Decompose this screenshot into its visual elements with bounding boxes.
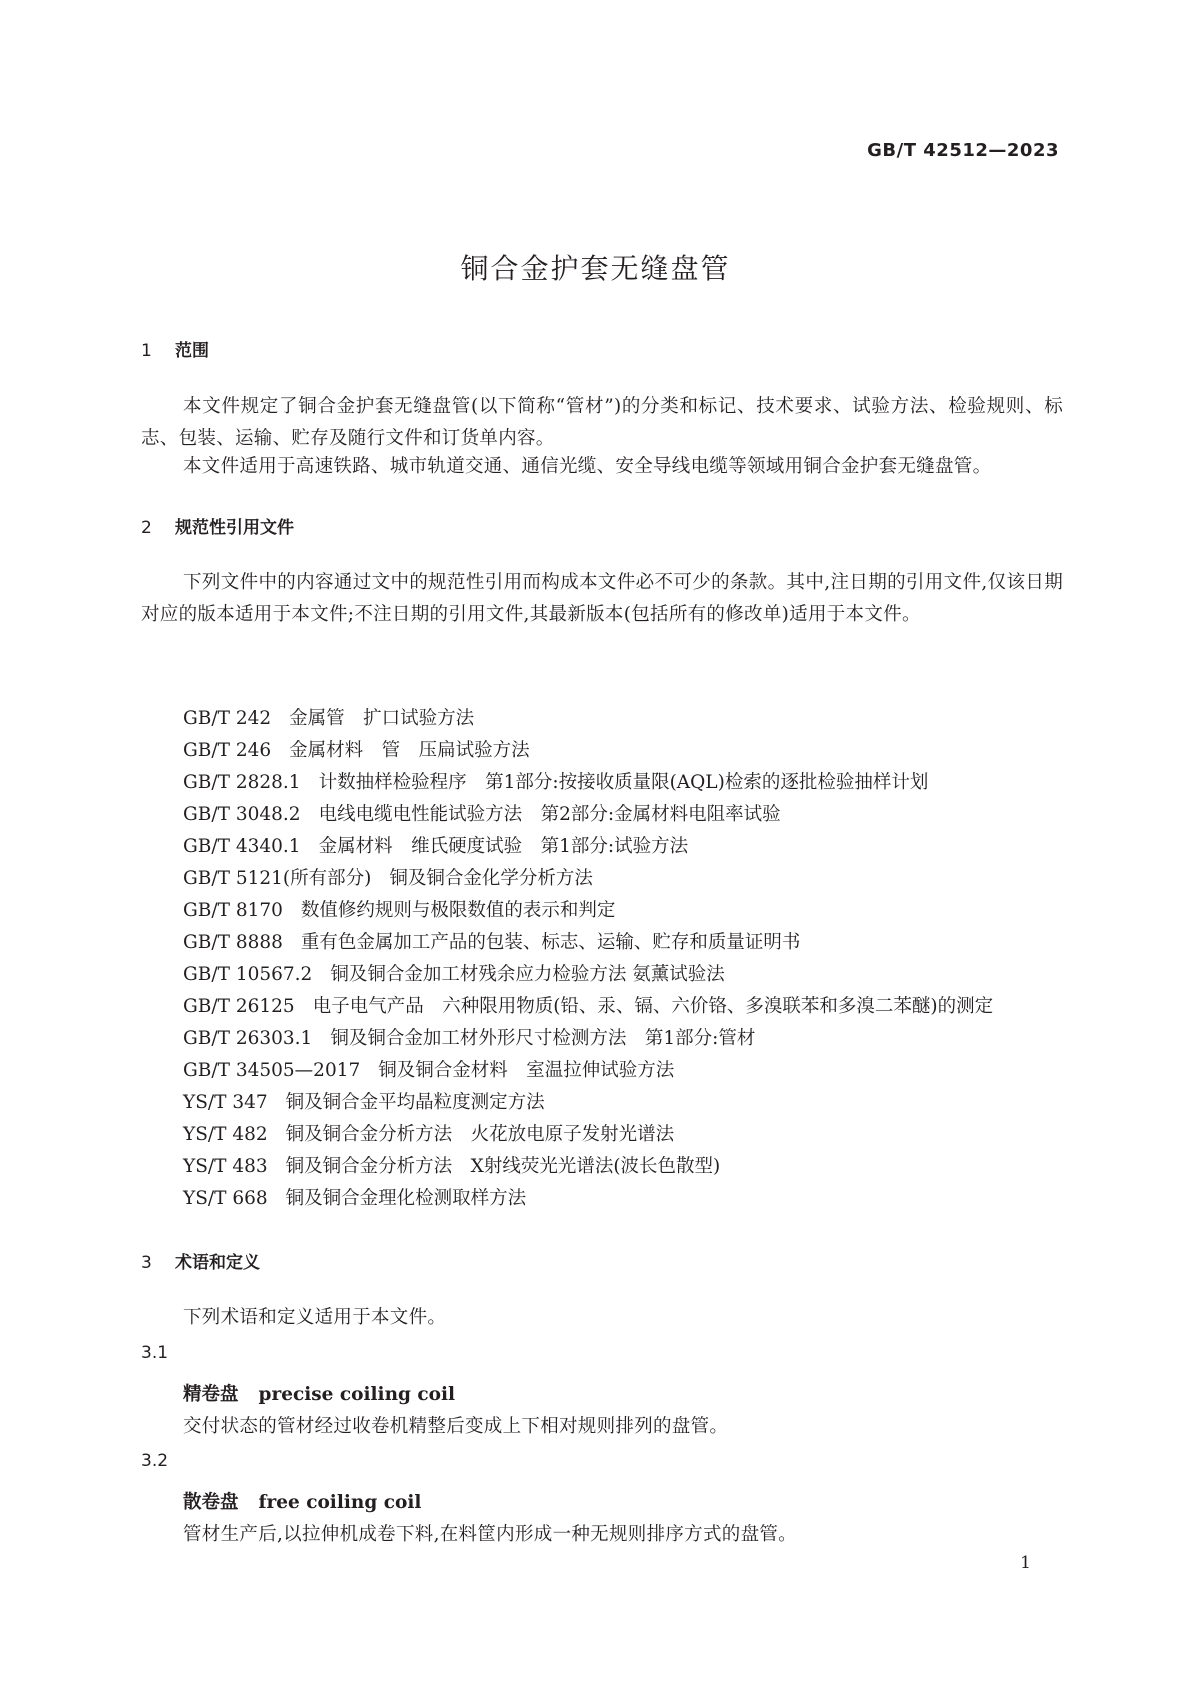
document-title: 铜合金护套无缝盘管: [460, 252, 731, 285]
section-1-paragraph-2: 本文件适用于高速铁路、城市轨道交通、通信光缆、安全导线电缆等领域用铜合金护套无缝盘管。: [183, 456, 992, 477]
reference-item: [183, 767, 993, 799]
reference-item: [183, 895, 993, 927]
term-number: 3.1: [141, 1343, 169, 1363]
reference-item: [183, 1087, 993, 1119]
section-3-heading: [141, 1248, 260, 1273]
reference-title: 金属材料 管 压扁试验方法: [289, 740, 530, 761]
reference-title: 铜及铜合金分析方法 火花放电原子发射光谱法: [285, 1124, 675, 1145]
reference-item: [183, 959, 993, 991]
reference-item: [183, 927, 993, 959]
section-3-number: 3: [141, 1253, 152, 1273]
reference-code: GB/T 8888: [183, 932, 283, 953]
reference-item: [183, 1119, 993, 1151]
reference-title: 铜及铜合金平均晶粒度测定方法: [285, 1092, 545, 1113]
reference-item: [183, 863, 993, 895]
term-chinese: 散卷盘: [183, 1492, 239, 1513]
reference-title: 电子电气产品 六种限用物质(铅、汞、镉、六价铬、多溴联苯和多溴二苯醚)的测定: [312, 996, 994, 1017]
reference-code: GB/T 5121(所有部分): [183, 868, 372, 889]
reference-code: GB/T 3048.2: [183, 804, 301, 825]
reference-item: [183, 1055, 993, 1087]
reference-item: [183, 1023, 993, 1055]
term-english: free coiling coil: [258, 1492, 422, 1513]
reference-item: [183, 1151, 993, 1183]
section-2-heading: [141, 513, 294, 538]
term-definition: 交付状态的管材经过收卷机精整后变成上下相对规则排列的盘管。: [183, 1416, 729, 1437]
section-1-paragraph-1: 本文件规定了铜合金护套无缝盘管(以下简称“管材”)的分类和标记、技术要求、试验方法、检验规则、标志、包装、运输、贮存及随行文件和订货单内容。: [141, 396, 1063, 449]
reference-code: YS/T 482: [183, 1124, 268, 1145]
reference-title: 铜及铜合金材料 室温拉伸试验方法: [378, 1060, 675, 1081]
reference-item: [183, 799, 993, 831]
reference-title: 金属管 扩口试验方法: [289, 708, 475, 729]
reference-item: [183, 735, 993, 767]
term-heading: [183, 1488, 421, 1514]
reference-title: 铜及铜合金理化检测取样方法: [285, 1188, 527, 1209]
reference-code: YS/T 347: [183, 1092, 268, 1113]
reference-code: GB/T 26125: [183, 996, 295, 1017]
reference-code: GB/T 26303.1: [183, 1028, 313, 1049]
reference-item: [183, 831, 993, 863]
reference-title: 数值修约规则与极限数值的表示和判定: [300, 900, 616, 921]
reference-code: GB/T 242: [183, 708, 272, 729]
reference-code: GB/T 4340.1: [183, 836, 301, 857]
reference-code: GB/T 8170: [183, 900, 283, 921]
section-3-intro: 下列术语和定义适用于本文件。: [183, 1307, 447, 1328]
reference-code: GB/T 2828.1: [183, 772, 301, 793]
term-chinese: 精卷盘: [183, 1384, 239, 1405]
reference-title: 金属材料 维氏硬度试验 第1部分:试验方法: [318, 836, 689, 857]
term-definition: 管材生产后,以拉伸机成卷下料,在料筐内形成一种无规则排序方式的盘管。: [183, 1524, 797, 1545]
reference-code: YS/T 483: [183, 1156, 268, 1177]
reference-title: 铜及铜合金加工材残余应力检验方法 氨薰试验法: [330, 964, 725, 985]
reference-title: 铜及铜合金化学分析方法: [389, 868, 593, 889]
reference-item: [183, 1183, 993, 1215]
reference-code: GB/T 10567.2: [183, 964, 313, 985]
reference-item: [183, 703, 993, 735]
reference-title: 铜及铜合金加工材外形尺寸检测方法 第1部分:管材: [330, 1028, 756, 1049]
reference-code: GB/T 246: [183, 740, 272, 761]
section-1-title: 范围: [175, 341, 209, 361]
reference-code: YS/T 668: [183, 1188, 268, 1209]
term-english: precise coiling coil: [258, 1384, 456, 1405]
reference-title: 重有色金属加工产品的包装、标志、运输、贮存和质量证明书: [300, 932, 801, 953]
normative-references-list: [183, 703, 993, 1215]
reference-title: 铜及铜合金分析方法 X射线荧光光谱法(波长色散型): [285, 1156, 721, 1177]
reference-item: [183, 991, 993, 1023]
section-2-number: 2: [141, 518, 152, 538]
section-1-number: 1: [141, 341, 152, 361]
section-2-intro: 下列文件中的内容通过文中的规范性引用而构成本文件必不可少的条款。其中,注日期的引用文件,仅该日期对应的版本适用于本文件;不注日期的引用文件,其最新版本(包括所有的修改单)适用于本文件。: [141, 572, 1063, 625]
term-heading: [183, 1380, 455, 1406]
standard-code: GB/T 42512—2023: [867, 140, 1059, 161]
reference-title: 计数抽样检验程序 第1部分:按接收质量限(AQL)检索的逐批检验抽样计划: [318, 772, 929, 793]
section-2-title: 规范性引用文件: [175, 518, 294, 538]
section-1-heading: [141, 336, 209, 361]
reference-title: 电线电缆电性能试验方法 第2部分:金属材料电阻率试验: [318, 804, 781, 825]
section-3-title: 术语和定义: [175, 1253, 260, 1273]
page-number: 1: [1020, 1553, 1031, 1573]
reference-code: GB/T 34505—2017: [183, 1060, 361, 1081]
term-number: 3.2: [141, 1451, 169, 1471]
